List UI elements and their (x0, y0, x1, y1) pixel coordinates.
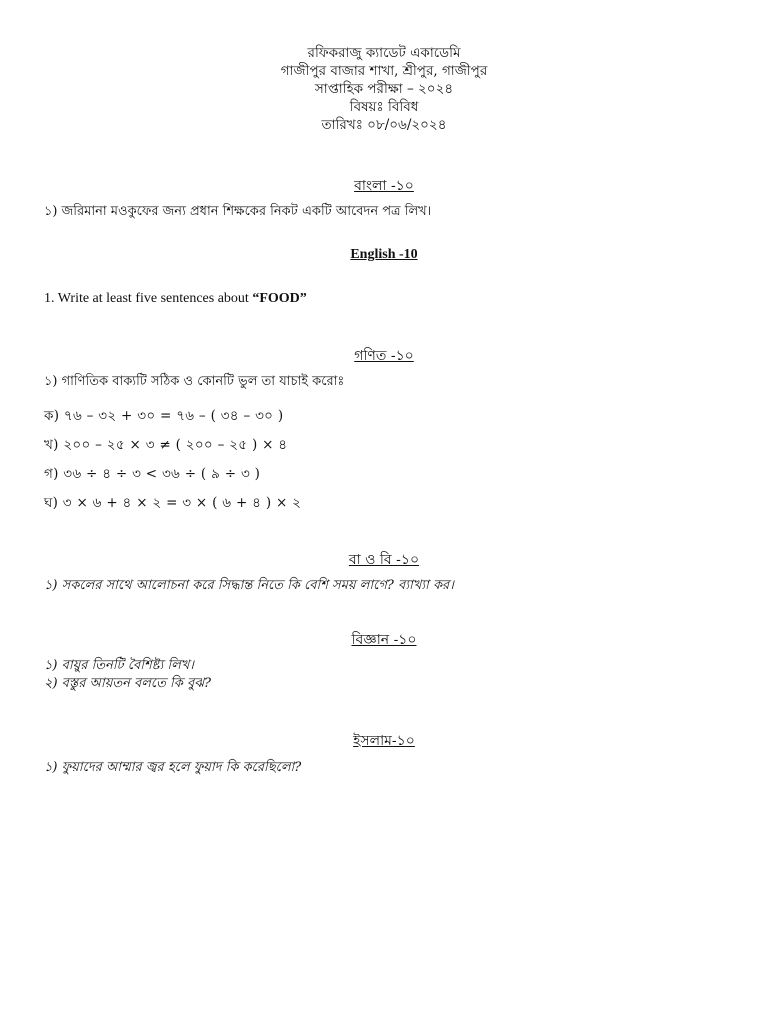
exam-title: সাপ্তাহিক পরীক্ষা – ২০২৪ (314, 81, 454, 97)
science-question-1: ১) বায়ুর তিনটি বৈশিষ্ট্য লিখ। (44, 658, 194, 673)
bangla-question-1: ১) জরিমানা মওকুফের জন্য প্রধান শিক্ষকের নিকট একটি আবেদন পত্র লিখ। (44, 204, 432, 219)
subject-line: বিষয়ঃ বিবিধ (349, 99, 419, 115)
english-question-text: 1. Write at least five sentences about (44, 291, 253, 306)
math-item-b: খ) ২০০ – ২৫ × ৩ ≠ ( ২০০ – ২৫ ) × ৪ (44, 437, 288, 453)
islam-question-1: ১) ফুয়াদের আম্মার জ্বর হলে ফুয়াদ কি করেছিলো? (44, 760, 302, 775)
paper-header (0, 44, 768, 134)
english-question-topic: “FOOD” (252, 291, 307, 306)
bangla-heading: বাংলা -১০ (354, 178, 414, 194)
math-item-a: ক) ৭৬ – ৩২ + ৩০ = ৭৬ – ( ৩৪ – ৩০ ) (44, 408, 284, 424)
science-question-2: ২) বস্তুর আয়তন বলতে কি বুঝ? (44, 676, 212, 691)
islam-heading: ইসলাম-১০ (353, 733, 415, 749)
exam-date: তারিখঃ ০৮/০৬/২০২৪ (321, 117, 447, 133)
bgs-question-1: ১) সকলের সাথে আলোচনা করে সিদ্ধান্ত নিতে কি বেশি সময় লাগে? ব্যাখ্যা কর। (44, 578, 454, 593)
math-question-1: ১) গাণিতিক বাক্যটি সঠিক ও কোনটি ভুল তা যাচাই করোঃ (44, 374, 345, 389)
english-heading: English -10 (350, 247, 418, 262)
math-item-d: ঘ) ৩ × ৬ + ৪ × ২ = ৩ × ( ৬ + ৪ ) × ২ (44, 495, 302, 511)
english-question-1 (44, 291, 307, 307)
science-heading: বিজ্ঞান -১০ (351, 632, 417, 648)
branch-address: গাজীপুর বাজার শাখা, শ্রীপুর, গাজীপুর (280, 63, 488, 79)
math-heading: গণিত -১০ (354, 348, 414, 364)
school-name: রফিকরাজু ক্যাডেট একাডেমি (307, 45, 461, 61)
bgs-heading: বা ও বি -১০ (348, 552, 420, 568)
math-item-c: গ) ৩৬ ÷ ৪ ÷ ৩ < ৩৬ ÷ ( ৯ ÷ ৩ ) (44, 466, 261, 482)
